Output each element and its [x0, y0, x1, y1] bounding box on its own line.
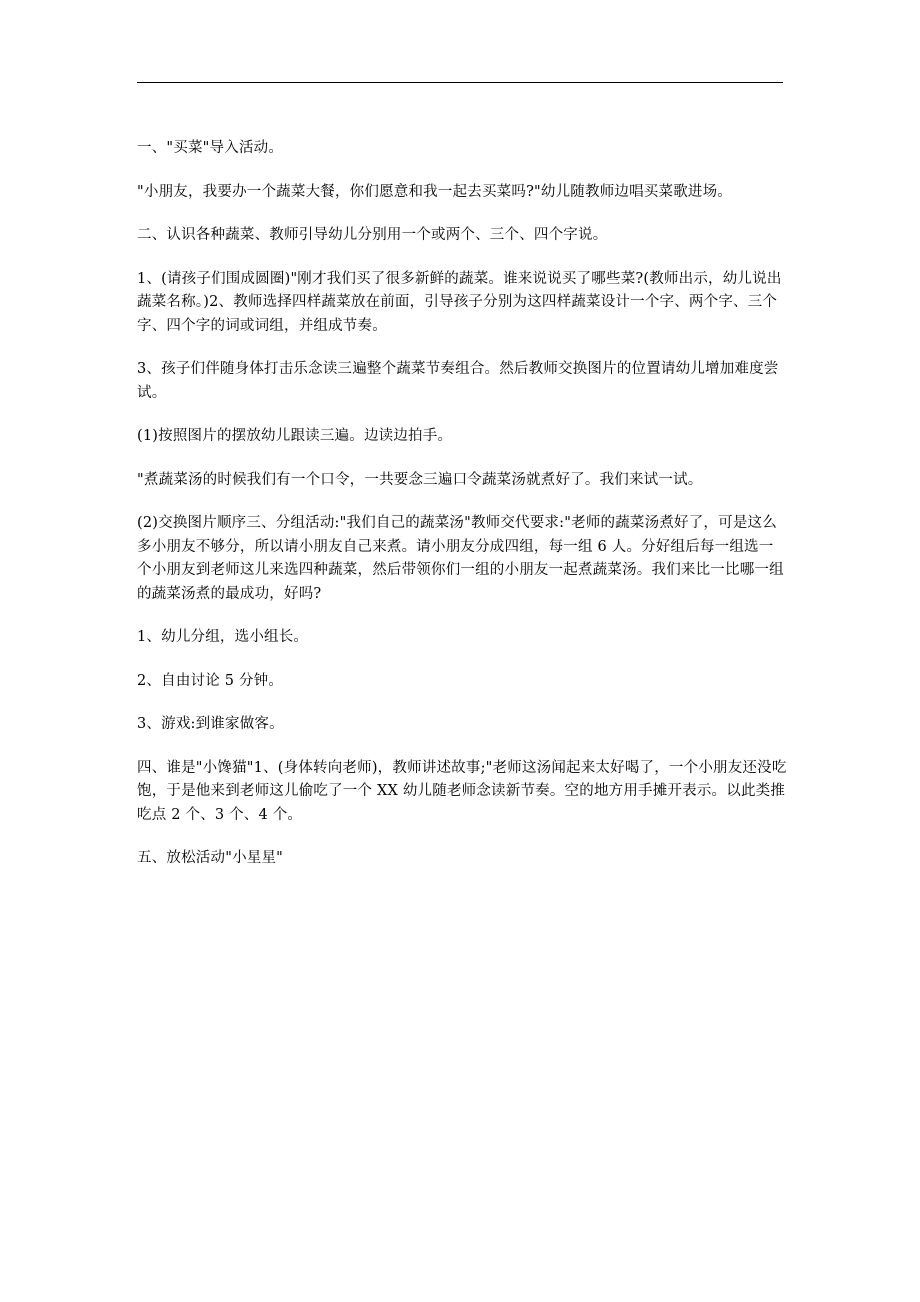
paragraph-step-1-2: 1、(请孩子们围成圆圈)"刚才我们买了很多新鲜的蔬菜。谁来说说买了哪些菜?(教师出示，幼儿说出蔬菜名称。)2、教师选择四样蔬菜放在前面，引导孩子分别为这四样蔬菜设计一个字、两个字、三个字、四个字的词或词组，并组成节奏。 [137, 270, 782, 334]
header-rule [137, 82, 783, 83]
paragraph-substep-1: (1)按照图片的摆放幼儿跟读三遍。边读边拍手。 [137, 428, 453, 444]
document-body [137, 137, 787, 891]
list-item-grouping: 1、幼儿分组，选小组长。 [137, 629, 309, 645]
list-item-game: 3、游戏:到谁家做客。 [137, 716, 284, 732]
section-1-heading: 一、"买菜"导入活动。 [137, 140, 284, 156]
paragraph-intro-dialogue: "小朋友，我要办一个蔬菜大餐，你们愿意和我一起去买菜吗?"幼儿随教师边唱买菜歌进场。 [137, 183, 733, 200]
section-5-heading: 五、放松活动"小星星" [137, 850, 284, 866]
paragraph-step-3: 3、孩子们伴随身体打击乐念读三遍整个蔬菜节奏组合。然后教师交换图片的位置请幼儿增加难度尝试。 [137, 361, 779, 401]
section-2-heading: 二、认识各种蔬菜、教师引导幼儿分别用一个或两个、三个、四个字说。 [137, 227, 608, 243]
paragraph-chant-instruction: "煮蔬菜汤的时候我们有一个口令，一共要念三遍口令蔬菜汤就煮好了。我们来试一试。 [137, 471, 703, 488]
list-item-discussion: 2、自由讨论 5 分钟。 [137, 672, 284, 689]
section-4-paragraph: 四、谁是"小馋猫"1、(身体转向老师)，教师讲述故事;"老师这汤闻起来太好喝了，一个小朋友还没吃饱，于是他来到老师这儿偷吃了一个 XX 幼儿随老师念读新节奏。空的地方用手摊开表示。以此类推吃点 2 个、3 个、4 个。 [137, 759, 787, 823]
paragraph-substep-2-group-activity: (2)交换图片顺序三、分组活动:"我们自己的蔬菜汤"教师交代要求:"老师的蔬菜汤煮好了，可是这么多小朋友不够分，所以请小朋友自己来煮。请小朋友分成四组，每一组 6 人。分好组后每一组选一个小朋友到老师这儿来选四种蔬菜，然后带领你们一组的小朋友一起煮蔬菜汤。我们来比一比哪一组的蔬菜汤煮的最成功，好吗? [137, 515, 784, 602]
